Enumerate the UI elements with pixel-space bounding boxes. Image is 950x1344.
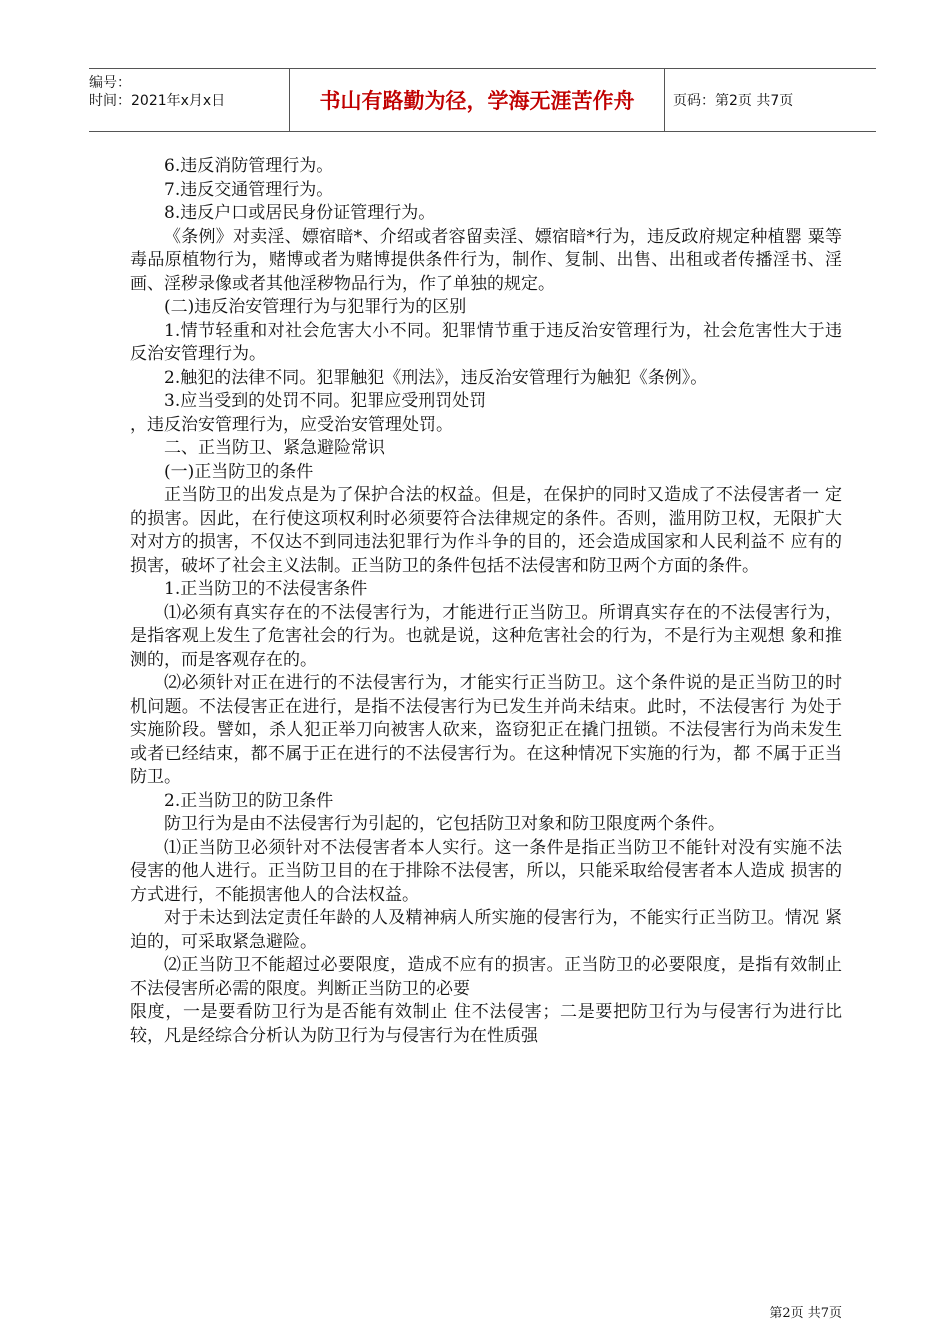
paragraph: 3.应当受到的处罚不同。犯罪应受刑罚处罚 [164, 391, 487, 411]
document-body [130, 155, 842, 1048]
paragraph: 限度，一是要看防卫行为是否能有效制止 住不法侵害；二是要把防卫行为与侵害行为进行比较，凡是经综合分析认为防卫行为与侵害行为在性质强 [130, 1002, 842, 1046]
header-id-label: 编号： [89, 75, 131, 91]
paragraph: 2.触犯的法律不同。犯罪触犯《刑法》，违反治安管理行为触犯《条例》。 [164, 367, 708, 388]
paragraph: 8.违反户口或居民身份证管理行为。 [164, 203, 436, 223]
page-footer: 第2页 共7页 [769, 1306, 842, 1321]
paragraph: 1.情节轻重和对社会危害大小不同。犯罪情节重于违反治安管理行为，社会危害性大于违反治安管理行为。 [130, 320, 842, 364]
paragraph: 正当防卫的出发点是为了保护合法的权益。但是，在保护的同时又造成了不法侵害者一 定的损害。因此，在行使这项权利时必须要符合法律规定的条件。否则，滥用防卫权，无限扩大对对方的损害，不仅达不到同违法犯罪行为作斗争的目的，还会造成国家和人民利益不 应有的损害，破坏了社会主义法制。正当防卫的条件包括不法侵害和防卫两个方面的条件。 [130, 485, 842, 576]
header-motto: 书山有路勤为径，学海无涯苦作舟 [289, 69, 665, 131]
paragraph: (一)正当防卫的条件 [164, 461, 314, 482]
paragraph: 2.正当防卫的防卫条件 [164, 790, 334, 811]
paragraph: 二、正当防卫、紧急避险常识 [164, 438, 385, 458]
paragraph: ，违反治安管理行为，应受治安管理处罚。 [130, 414, 453, 435]
header-page-info: 页码：第2页 共7页 [673, 93, 794, 109]
paragraph: ⑵正当防卫不能超过必要限度，造成不应有的损害。正当防卫的必要限度，是指有效制止不法侵害所必需的限度。判断正当防卫的必要 [130, 955, 842, 999]
paragraph: 7.违反交通管理行为。 [164, 179, 334, 200]
paragraph: 1.正当防卫的不法侵害条件 [164, 579, 368, 599]
header-meta [89, 69, 289, 131]
paragraph: ⑴必须有真实存在的不法侵害行为，才能进行正当防卫。所谓真实存在的不法侵害行为，是指客观上发生了危害社会的行为。也就是说，这种危害社会的行为，不是行为主观想 象和推测的，而是客观存在的。 [130, 602, 842, 670]
paragraph: ⑵必须针对正在进行的不法侵害行为，才能实行正当防卫。这个条件说的是正当防卫的时机问题。不法侵害正在进行，是指不法侵害行为已发生并尚未结束。此时，不法侵害行 为处于实施阶段。譬如，杀人犯正举刀向被害人砍来，盗窃犯正在撬门扭锁。不法侵害行为尚未发生或者已经结束，都不属于正在进行的不法侵害行为。在这种情况下实施的行为，都 不属于正当防卫。 [130, 673, 842, 787]
paragraph: ⑴正当防卫必须针对不法侵害者本人实行。这一条件是指正当防卫不能针对没有实施不法侵害的他人进行。正当防卫目的在于排除不法侵害，所以，只能采取给侵害者本人造成 损害的方式进行，不能损害他人的合法权益。 [130, 837, 842, 905]
page-header [89, 68, 876, 132]
paragraph: 防卫行为是由不法侵害行为引起的，它包括防卫对象和防卫限度两个条件。 [164, 814, 725, 834]
header-time-label: 时间：2021年x月x日 [89, 93, 226, 109]
paragraph: (二)违反治安管理行为与犯罪行为的区别 [164, 297, 467, 317]
paragraph: 6.违反消防管理行为。 [164, 156, 334, 176]
paragraph: 《条例》对卖淫、嫖宿暗*、介绍或者容留卖淫、嫖宿暗*行为，违反政府规定种植罂 粟等毒品原植物行为，赌博或者为赌博提供条件行为，制作、复制、出售、出租或者传播淫书、淫画、淫秽录像或者其他淫秽物品行为，作了单独的规定。 [130, 226, 842, 294]
paragraph: 对于未达到法定责任年龄的人及精神病人所实施的侵害行为，不能实行正当防卫。情况 紧迫的，可采取紧急避险。 [130, 908, 842, 952]
